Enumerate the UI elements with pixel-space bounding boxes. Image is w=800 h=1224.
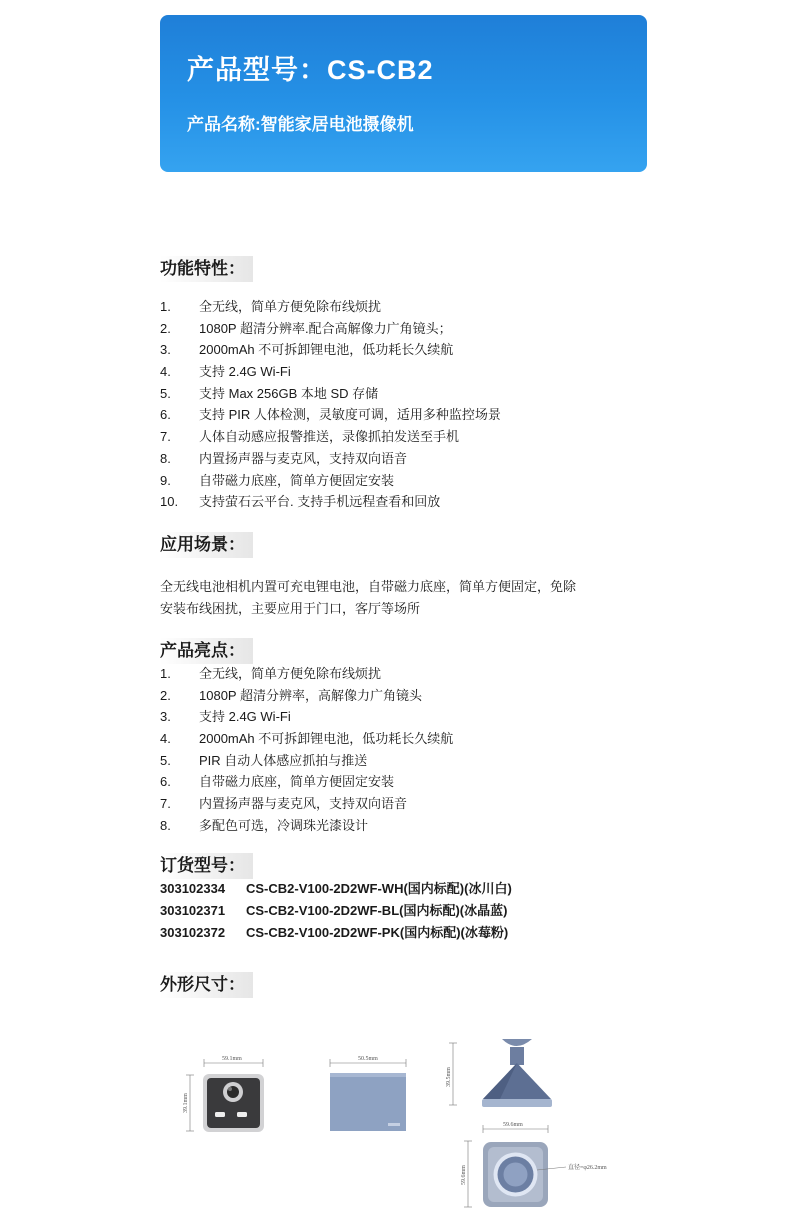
orders-heading: 订货型号： (160, 853, 253, 879)
order-model: CS-CB2-V100-2D2WF-PK(国内标配)(冰莓粉) (246, 925, 509, 940)
application-line-2: 安装布线困扰，主要应用于门口，客厅等场所 (160, 601, 421, 616)
base-height-label: 39.5mm (446, 1067, 452, 1087)
list-item-number: 3. (160, 342, 171, 358)
list-item-text: 内置扬声器与麦克风，支持双向语音 (199, 450, 408, 466)
list-item-number: 2. (160, 320, 171, 336)
list-item (160, 491, 501, 513)
list-item-number: 8. (160, 817, 171, 833)
list-item-text: 自带磁力底座，简单方便固定安装 (199, 472, 395, 488)
list-item-number: 3. (160, 709, 171, 725)
list-item (160, 470, 501, 492)
front-view-drawing (183, 1056, 264, 1132)
features-heading: 功能特性： (160, 256, 253, 282)
order-row (160, 900, 512, 922)
list-item-text: 多配色可选，冷调珠光漆设计 (199, 817, 369, 833)
order-code: 303102371 (160, 903, 226, 918)
list-item (160, 404, 501, 426)
application-text (160, 576, 630, 620)
bottom-height-label: 59.6mm (461, 1165, 467, 1185)
order-code: 303102372 (160, 925, 226, 940)
dimensions-heading: 外形尺寸： (160, 972, 253, 998)
list-item-number: 7. (160, 796, 171, 812)
list-item (160, 663, 453, 685)
list-item (160, 750, 453, 772)
list-item-number: 10. (160, 494, 179, 510)
list-item (160, 339, 501, 361)
list-item-text: 支持 Max 256GB 本地 SD 存储 (199, 385, 379, 401)
list-item-text: 内置扬声器与麦克风，支持双向语音 (199, 796, 408, 812)
order-row (160, 922, 512, 944)
order-model: CS-CB2-V100-2D2WF-BL(国内标配)(冰晶蓝) (246, 903, 508, 918)
product-banner (160, 15, 647, 172)
list-item-text: 自带磁力底座，简单方便固定安装 (199, 774, 395, 790)
list-item (160, 793, 453, 815)
order-row (160, 878, 512, 900)
list-item (160, 296, 501, 318)
list-item-number: 2. (160, 687, 171, 703)
list-item-number: 6. (160, 407, 171, 423)
list-item-number: 5. (160, 385, 171, 401)
list-item-number: 4. (160, 364, 171, 380)
list-item (160, 728, 453, 750)
list-item (160, 706, 453, 728)
list-item-text: 支持 2.4G Wi-Fi (199, 364, 291, 380)
list-item-number: 4. (160, 731, 171, 747)
highlights-heading: 产品亮点： (160, 638, 253, 664)
list-item-text: 1080P 超清分辨率，高解像力广角镜头 (199, 687, 422, 703)
list-item (160, 318, 501, 340)
list-item-number: 6. (160, 774, 171, 790)
list-item-number: 1. (160, 299, 171, 314)
bottom-diameter-label: 直径=φ26.2mm (568, 1165, 607, 1171)
dimension-drawings (170, 1025, 620, 1215)
list-item-text: 支持 2.4G Wi-Fi (199, 709, 291, 725)
list-item-text: PIR 自动人体感应抓拍与推送 (199, 752, 368, 768)
product-model-title: 产品型号：CS-CB2 (187, 55, 434, 85)
order-code: 303102334 (160, 881, 226, 896)
list-item-number: 9. (160, 472, 171, 488)
side-view-drawing (330, 1056, 406, 1131)
highlights-list (160, 663, 453, 837)
list-item (160, 685, 453, 707)
list-item-text: 全无线，简单方便免除布线烦扰 (199, 666, 382, 681)
pir-sensor-window (215, 1112, 225, 1117)
base-view-drawing (446, 1039, 552, 1107)
list-item-number: 5. (160, 752, 171, 768)
side-width-label: 50.5mm (358, 1056, 378, 1062)
list-item (160, 815, 453, 837)
product-name: 产品名称:智能家居电池摄像机 (187, 115, 414, 134)
application-heading: 应用场景： (160, 532, 253, 558)
list-item-text: 人体自动感应报警推送，录像抓拍发送至手机 (199, 429, 460, 445)
list-item-number: 1. (160, 666, 171, 681)
list-item-text: 2000mAh 不可拆卸锂电池，低功耗长久续航 (199, 731, 454, 747)
bottom-view-drawing (461, 1122, 607, 1207)
list-item-text: 全无线，简单方便免除布线烦扰 (199, 299, 382, 314)
front-width-label: 59.1mm (222, 1056, 242, 1062)
application-line-1: 全无线电池相机内置可充电锂电池，自带磁力底座，简单方便固定，免除 (160, 579, 577, 594)
order-model: CS-CB2-V100-2D2WF-WH(国内标配)(冰川白) (246, 881, 512, 896)
list-item-text: 2000mAh 不可拆卸锂电池，低功耗长久续航 (199, 342, 454, 358)
list-item-number: 8. (160, 450, 171, 466)
list-item-number: 7. (160, 429, 171, 445)
list-item (160, 426, 501, 448)
front-height-label: 39.1mm (183, 1093, 189, 1113)
list-item (160, 448, 501, 470)
list-item-text: 1080P 超清分辨率.配合高解像力广角镜头； (199, 320, 452, 336)
orders-table (160, 878, 512, 944)
list-item (160, 383, 501, 405)
side-camera-body (330, 1073, 406, 1131)
list-item (160, 361, 501, 383)
list-item (160, 771, 453, 793)
list-item-text: 支持 PIR 人体检测，灵敏度可调，适用多种监控场景 (199, 407, 501, 423)
list-item-text: 支持萤石云平台. 支持手机远程查看和回放 (199, 494, 441, 510)
features-list (160, 296, 501, 513)
bottom-width-label: 59.6mm (503, 1122, 523, 1128)
